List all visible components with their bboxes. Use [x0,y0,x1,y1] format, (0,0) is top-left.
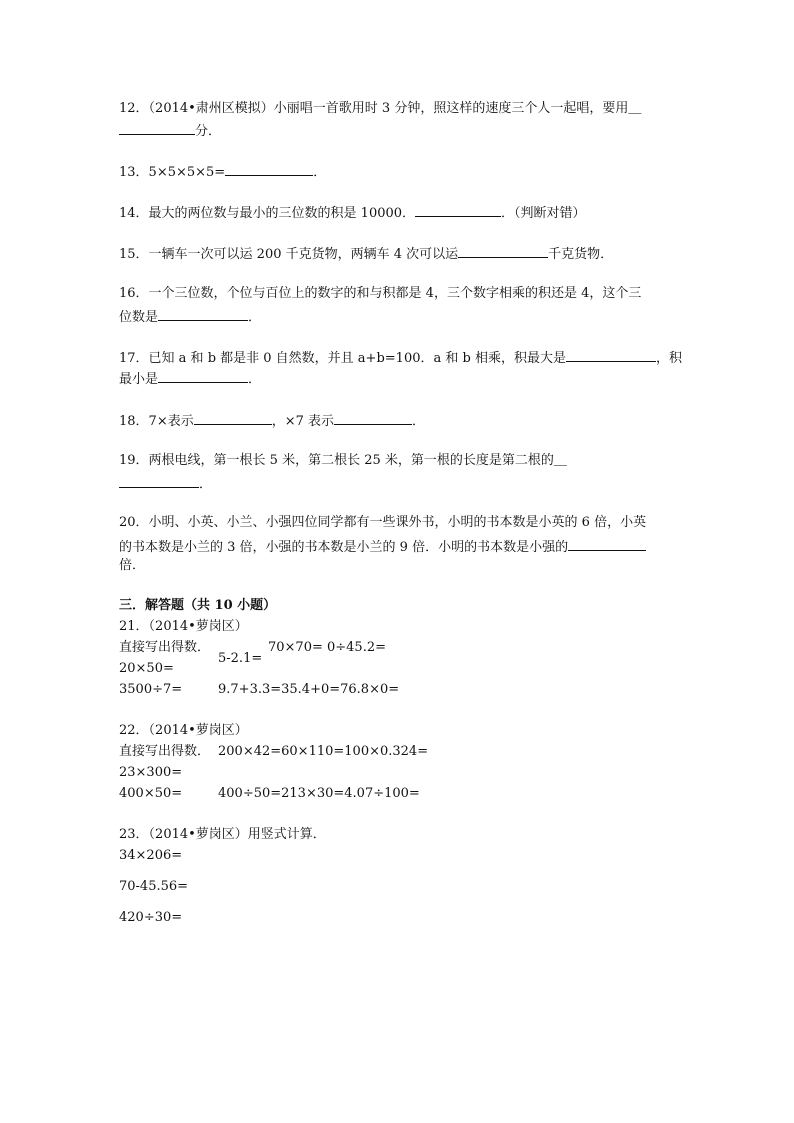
section-3-heading-text: 三．解答题（共 10 小题） [119,598,277,613]
question-22-source-text: 22．（2014•萝岗区） [119,723,248,738]
question-21-source [119,619,248,635]
question-20-text: 20．小明、小英、小兰、小强四位同学都有一些课外书，小明的书本数是小英的 6 倍，小英 [119,515,647,530]
question-19-suffix: ． [199,477,213,492]
answer-blank-12[interactable] [119,121,195,135]
question-13-suffix: ． [313,165,327,180]
answer-blank-14[interactable] [415,203,501,217]
question-15-text: 15．一辆车一次可以运 200 千克货物，两辆车 4 次可以运 [119,247,459,262]
question-14-suffix: ．（判断对错） [501,206,586,221]
question-16-text: 16．一个三位数，个位与百位上的数字的和与积都是 4，三个数字相乘的积还是 4，这个三 [119,286,642,301]
answer-blank-16[interactable] [158,307,248,321]
question-20-line-1 [119,515,646,531]
question-18-text: 18．7×表示 [119,414,194,429]
question-16-line-1 [119,286,641,302]
question-22-item-c-text: 400×50= [119,786,183,801]
question-17-line-2 [119,369,261,388]
question-19-line-1 [119,453,567,469]
question-14 [119,203,586,222]
question-15 [119,244,613,263]
question-14-text: 14．最大的两位数与最小的三位数的积是 10000． [119,206,416,221]
question-22-intro-text: 直接写出得数． [119,744,211,759]
answer-blank-13[interactable] [225,162,313,176]
question-21-item-a-text: 5-2.1= [218,651,263,666]
question-20-line-2 [119,537,646,556]
question-20-line-3 [119,558,145,574]
question-21-source-text: 21．（2014•萝岗区） [119,619,248,634]
question-22-item-b-text: 23×300= [119,765,183,780]
question-21-item-a [218,651,262,667]
question-23-source-text: 23．（2014•萝岗区）用竖式计算． [119,827,326,842]
question-21-item-e [218,682,399,698]
answer-blank-15[interactable] [458,244,548,258]
question-21-item-d-text: 3500÷7= [119,682,183,697]
question-17-prefix-2: 最小是 [119,372,159,387]
answer-blank-17b[interactable] [158,369,248,383]
question-18-suffix: ． [412,414,426,429]
question-12-line-1 [119,101,641,117]
question-23-item-c-text: 420÷30= [119,910,183,925]
section-3-heading [119,598,276,614]
question-23-item-b-text: 70-45.56= [119,879,189,894]
question-22-source [119,723,248,739]
question-23-item-a-text: 34×206= [119,848,183,863]
question-23-source [119,827,326,843]
question-21-item-d [119,682,182,698]
question-21-intro-text: 直接写出得数． [119,640,211,655]
question-23-item-a [119,848,182,864]
question-20-suffix: 倍． [119,558,146,573]
question-22-item-b [119,765,182,781]
question-18 [119,411,425,430]
question-23-item-c [119,910,182,926]
question-22-item-d-text: 400÷50=213×30=4.07÷100= [218,786,420,801]
question-16-line-2 [119,307,261,326]
answer-blank-19[interactable] [119,474,199,488]
question-17-line-1 [119,348,682,367]
question-22-item-a-text: 200×42=60×110=100×0.324= [218,744,429,759]
question-19-line-2 [119,474,212,493]
question-22-item-c [119,786,182,802]
question-12-line-2 [119,121,221,140]
question-12-text: 12．（2014•肃州区模拟）小丽唱一首歌用时 3 分钟，照这样的速度三个人一起唱，要用＿ [119,101,642,116]
question-21-item-c [119,661,174,677]
question-18-middle: ，×7 表示 [271,414,335,429]
question-22-item-a [218,744,428,760]
question-21-item-e-text: 9.7+3.3=35.4+0=76.8×0= [218,682,400,697]
question-20-prefix: 的书本数是小兰的 3 倍，小强的书本数是小兰的 9 倍．小明的书本数是小强的 [119,540,569,555]
question-21-item-b [268,640,386,656]
question-17-suffix: ． [248,372,262,387]
question-21-item-b-text: 70×70= 0÷45.2= [268,640,387,655]
question-19-text: 19．两根电线，第一根长 5 米，第二根长 25 米，第一根的长度是第二根的＿ [119,453,567,468]
question-15-suffix: 千克货物． [548,247,614,262]
answer-blank-18b[interactable] [334,411,412,425]
question-16-suffix: ． [248,310,262,325]
question-16-prefix: 位数是 [119,310,159,325]
question-22-intro [119,744,210,760]
answer-blank-17a[interactable] [566,348,656,362]
question-13 [119,162,326,181]
question-17-text: 17．已知 a 和 b 都是非 0 自然数，并且 a+b=100．a 和 b 相乘，积最大是 [119,351,566,366]
answer-blank-18a[interactable] [194,411,272,425]
question-17-mid: ，积 [655,351,682,366]
question-21-item-c-text: 20×50= [119,661,174,676]
answer-blank-20[interactable] [568,537,646,551]
question-22-item-d [218,786,420,802]
question-23-item-b [119,879,188,895]
question-12-suffix: 分． [195,124,222,139]
question-21-intro [119,640,210,656]
question-13-text: 13．5×5×5×5= [119,165,226,180]
